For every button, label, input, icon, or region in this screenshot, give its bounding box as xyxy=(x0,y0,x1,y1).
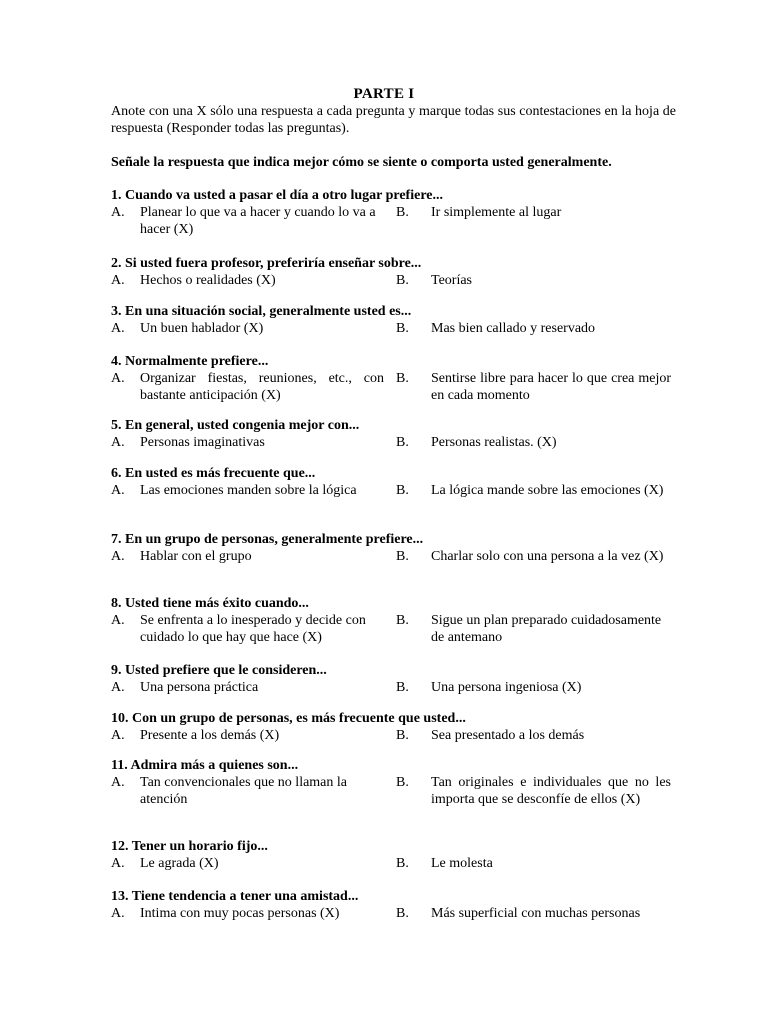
option-a-letter: A. xyxy=(111,549,125,564)
option-b-text: Sentirse libre para hacer lo que crea mejor en cada momento xyxy=(431,371,671,403)
option-a-letter: A. xyxy=(111,906,125,921)
option-a-letter: A. xyxy=(111,371,125,386)
option-b-text: Más superficial con muchas personas xyxy=(431,906,641,921)
option-b-letter: B. xyxy=(396,205,409,220)
option-b-letter: B. xyxy=(396,856,409,871)
question-5 xyxy=(111,417,671,450)
option-a-text: Una persona práctica xyxy=(140,680,259,695)
question-title: 10. Con un grupo de personas, es más frecuente que usted... xyxy=(111,711,466,726)
option-a-letter: A. xyxy=(111,775,125,790)
option-a-text: Se enfrenta a lo inesperado y decide con cuidado lo que hay que hace (X) xyxy=(140,613,366,645)
question-title: 11. Admira más a quienes son... xyxy=(111,758,299,773)
question-1 xyxy=(111,187,671,237)
option-a-letter: A. xyxy=(111,205,125,220)
question-9 xyxy=(111,662,671,695)
option-a-letter: A. xyxy=(111,680,125,695)
option-b-letter: B. xyxy=(396,613,409,628)
option-b-text: La lógica mande sobre las emociones (X) xyxy=(431,483,664,498)
question-title: 13. Tiene tendencia a tener una amistad... xyxy=(111,889,359,904)
option-b-letter: B. xyxy=(396,321,409,336)
question-7 xyxy=(111,531,671,564)
question-12 xyxy=(111,838,671,871)
question-title: 7. En un grupo de personas, generalmente prefiere... xyxy=(111,532,424,547)
option-a-letter: A. xyxy=(111,613,125,628)
question-title: 8. Usted tiene más éxito cuando... xyxy=(111,596,309,611)
option-b-letter: B. xyxy=(396,728,409,743)
option-a-letter: A. xyxy=(111,483,125,498)
option-b-text: Ir simplemente al lugar xyxy=(431,205,562,220)
option-a-letter: A. xyxy=(111,435,125,450)
option-a-text: Presente a los demás (X) xyxy=(140,728,280,743)
option-b-text: Sea presentado a los demás xyxy=(431,728,585,743)
instruction-text: Señale la respuesta que indica mejor cómo se siente o comporta usted generalmente. xyxy=(111,155,612,170)
question-title: 9. Usted prefiere que le consideren... xyxy=(111,663,327,678)
question-6 xyxy=(111,465,671,498)
option-b-text: Teorías xyxy=(431,273,473,288)
question-3 xyxy=(111,303,671,336)
option-b-text: Tan originales e individuales que no les importa que se desconfíe de ellos (X) xyxy=(431,775,671,807)
option-a-text: Un buen hablador (X) xyxy=(140,321,264,336)
question-8 xyxy=(111,595,671,645)
question-title: 3. En una situación social, generalmente usted es... xyxy=(111,304,412,319)
option-b-letter: B. xyxy=(396,680,409,695)
question-title: 12. Tener un horario fijo... xyxy=(111,839,268,854)
option-b-letter: B. xyxy=(396,483,409,498)
question-title: 6. En usted es más frecuente que... xyxy=(111,466,316,481)
question-title: 5. En general, usted congenia mejor con... xyxy=(111,418,360,433)
option-b-letter: B. xyxy=(396,775,409,790)
option-a-letter: A. xyxy=(111,321,125,336)
option-a-text: Tan convencionales que no llaman la atención xyxy=(140,775,347,807)
question-title: 1. Cuando va usted a pasar el día a otro lugar prefiere... xyxy=(111,188,444,203)
option-b-text: Sigue un plan preparado cuidadosamente de antemano xyxy=(431,613,662,645)
option-a-letter: A. xyxy=(111,273,125,288)
question-2 xyxy=(111,255,671,288)
option-a-text: Intima con muy pocas personas (X) xyxy=(140,906,340,921)
option-a-text: Organizar fiestas, reuniones, etc., con bastante anticipación (X) xyxy=(140,371,384,403)
question-4 xyxy=(111,353,671,403)
option-b-text: Una persona ingeniosa (X) xyxy=(431,680,582,695)
question-title: 2. Si usted fuera profesor, preferiría enseñar sobre... xyxy=(111,256,422,271)
option-b-letter: B. xyxy=(396,435,409,450)
option-a-text: Las emociones manden sobre la lógica xyxy=(140,483,357,498)
option-b-text: Le molesta xyxy=(431,856,493,871)
option-a-text: Personas imaginativas xyxy=(140,435,265,450)
intro-paragraph: Anote con una X sólo una respuesta a cada pregunta y marque todas sus contestaciones en la hoja de respuesta (Responder todas las preguntas). xyxy=(111,104,676,136)
question-title: 4. Normalmente prefiere... xyxy=(111,354,269,369)
option-b-letter: B. xyxy=(396,273,409,288)
question-13 xyxy=(111,888,671,921)
question-11 xyxy=(111,757,671,807)
option-b-text: Mas bien callado y reservado xyxy=(431,321,596,336)
option-b-letter: B. xyxy=(396,371,409,386)
option-a-letter: A. xyxy=(111,856,125,871)
option-b-text: Charlar solo con una persona a la vez (X) xyxy=(431,549,664,564)
option-a-text: Hechos o realidades (X) xyxy=(140,273,276,288)
option-a-text: Planear lo que va a hacer y cuando lo va a hacer (X) xyxy=(140,205,376,237)
option-b-letter: B. xyxy=(396,549,409,564)
page-title: PARTE I xyxy=(353,86,415,102)
option-a-text: Le agrada (X) xyxy=(140,856,219,871)
question-10 xyxy=(111,710,671,743)
option-a-text: Hablar con el grupo xyxy=(140,549,252,564)
option-b-letter: B. xyxy=(396,906,409,921)
option-b-text: Personas realistas. (X) xyxy=(431,435,557,450)
option-a-letter: A. xyxy=(111,728,125,743)
